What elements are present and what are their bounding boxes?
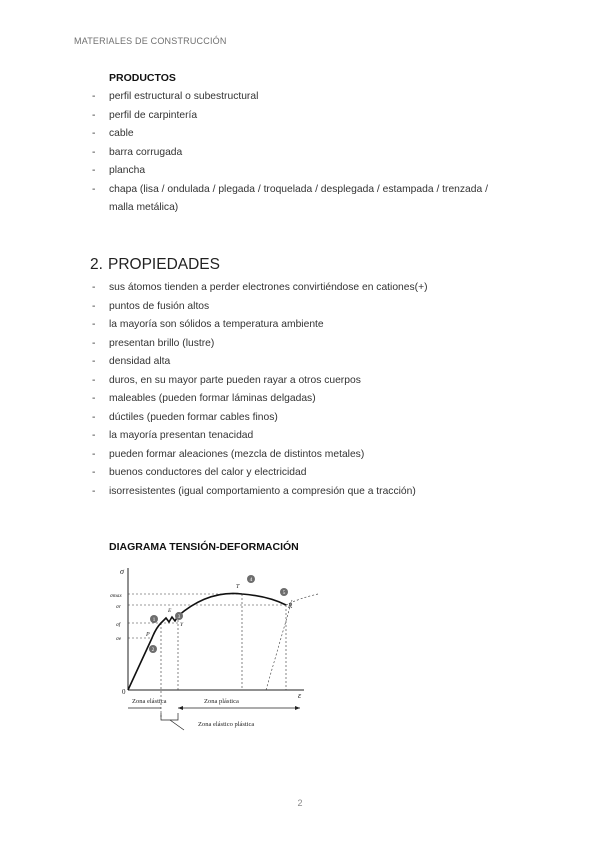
list-item: - isorresistentes (igual comportamiento a compresión que a tracción) xyxy=(92,483,552,502)
list-item: - duros, en su mayor parte pueden rayar a otros cuerpos xyxy=(92,372,552,391)
point-label-y: Y xyxy=(180,622,184,628)
y-axis-label: σ xyxy=(120,567,124,576)
list-item: - la mayoría son sólidos a temperatura ambiente xyxy=(92,316,552,335)
stress-strain-curve xyxy=(128,593,286,690)
list-item: - plancha xyxy=(92,162,552,181)
marker-1 xyxy=(150,615,158,623)
point-label-e: E xyxy=(168,608,172,614)
list-item: - presentan brillo (lustre) xyxy=(92,335,552,354)
page-header: MATERIALES DE CONSTRUCCIÓN xyxy=(74,36,227,46)
point-label-t: T xyxy=(236,584,240,590)
zone-plastic-arrow xyxy=(295,706,300,710)
stress-label-e: σe xyxy=(116,636,122,642)
zone-elastoplastic-leader xyxy=(170,720,184,730)
diagram-heading: DIAGRAMA TENSIÓN-DEFORMACIÓN xyxy=(109,541,299,553)
marker-2 xyxy=(149,645,157,653)
origin-label: 0 xyxy=(122,688,126,696)
svg-text:5: 5 xyxy=(282,590,286,597)
productos-continuation: malla metálica) xyxy=(109,202,179,213)
zone-elastic-label: Zona elástica xyxy=(132,698,167,705)
list-item: - chapa (lisa / ondulada / plegada / troquelada / desplegada / estampada / trenzada / xyxy=(92,181,552,200)
section-title-text: PROPIEDADES xyxy=(108,256,220,273)
svg-text:3: 3 xyxy=(177,614,181,621)
marker-5 xyxy=(280,588,288,596)
list-item: - buenos conductores del calor y electricidad xyxy=(92,464,552,483)
stress-label-r: σr xyxy=(116,604,121,610)
svg-text:1: 1 xyxy=(152,617,156,624)
x-axis-label: ε xyxy=(298,691,302,700)
zone-plastic-label: Zona plástica xyxy=(204,698,239,705)
svg-text:2: 2 xyxy=(151,647,155,654)
stress-strain-diagram xyxy=(108,560,328,740)
page-number: 2 xyxy=(297,798,303,808)
productos-list xyxy=(92,88,552,199)
zone-plastic-arrow-left xyxy=(178,706,183,710)
list-item: - puntos de fusión altos xyxy=(92,298,552,317)
marker-4 xyxy=(247,575,255,583)
list-item: - sus átomos tienden a perder electrones convirtiéndose en cationes(+) xyxy=(92,279,552,298)
point-label-r: R xyxy=(288,602,293,610)
list-item: - maleables (pueden formar láminas delgadas) xyxy=(92,390,552,409)
list-item: - la mayoría presentan tenacidad xyxy=(92,427,552,446)
list-item: - perfil estructural o subestructural xyxy=(92,88,552,107)
list-item: - dúctiles (pueden formar cables finos) xyxy=(92,409,552,428)
stress-label-max: σmax xyxy=(110,593,122,599)
productos-heading: PRODUCTOS xyxy=(109,72,176,84)
list-item: - cable xyxy=(92,125,552,144)
section-title xyxy=(90,256,220,274)
stress-strain-figure xyxy=(108,560,328,740)
svg-text:4: 4 xyxy=(249,577,253,584)
list-item: - densidad alta xyxy=(92,353,552,372)
list-item: - pueden formar aleaciones (mezcla de distintos metales) xyxy=(92,446,552,465)
zone-elastoplastic-bracket xyxy=(161,713,178,720)
section-number: 2. xyxy=(90,256,103,273)
list-item: - perfil de carpintería xyxy=(92,107,552,126)
stress-label-f: σf xyxy=(116,622,121,628)
point-label-p: P xyxy=(146,632,150,638)
zone-elastoplastic-label: Zona elástico plástica xyxy=(198,721,255,728)
list-item: - barra corrugada xyxy=(92,144,552,163)
propiedades-list xyxy=(92,279,552,501)
